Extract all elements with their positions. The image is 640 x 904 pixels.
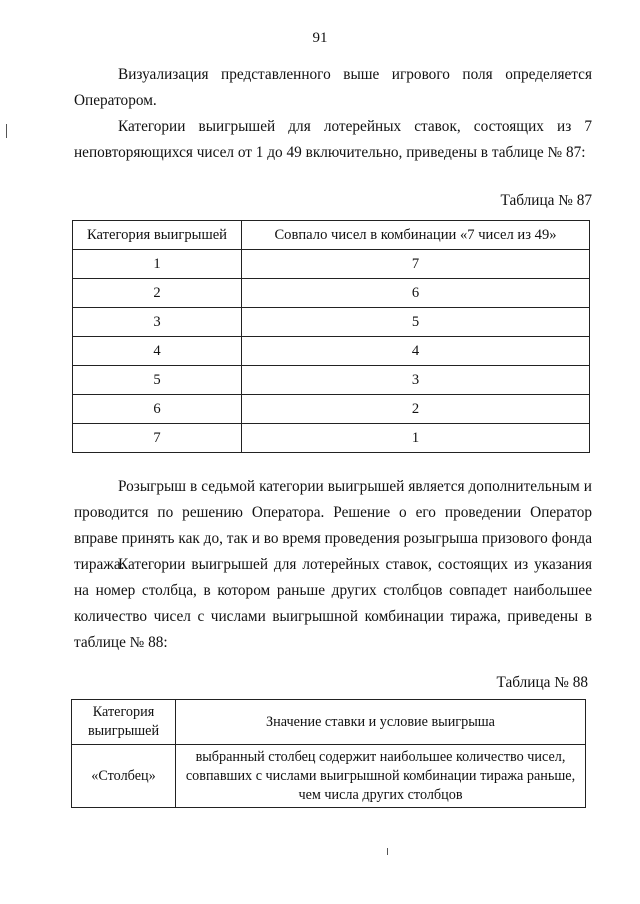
table-row xyxy=(73,250,590,279)
paragraph-column-categories: Категории выигрышей для лотерейных ставок, состоящих из указания на номер столбца, в котором раньше других столбцов совпадет наибольшее количество чисел с числами выигрышной комбинации тиража, приведены в таблице № 88: xyxy=(74,556,592,651)
table-cell-category: 4 xyxy=(73,337,242,366)
table-row xyxy=(72,745,586,808)
scan-mark xyxy=(6,124,7,138)
table-cell-matches: 1 xyxy=(242,424,590,453)
table-88 xyxy=(71,699,586,808)
table-row xyxy=(73,366,590,395)
table-87-caption: Таблица № 87 xyxy=(500,192,592,209)
table-cell-matches: 3 xyxy=(242,366,590,395)
table-cell-matches: 6 xyxy=(242,279,590,308)
paragraph-categories-intro: Категории выигрышей для лотерейных ставок, состоящих из 7 неповторяющихся чисел от 1 до 49 включительно, приведены в таблице № 87: xyxy=(74,118,592,161)
paragraph-visualization: Визуализация представленного выше игрового поля определяется Оператором. xyxy=(74,66,592,109)
page-number: 91 xyxy=(312,30,328,46)
table-cell-matches: 2 xyxy=(242,395,590,424)
table-row xyxy=(73,308,590,337)
table-row xyxy=(73,395,590,424)
table-cell-category: 6 xyxy=(73,395,242,424)
table-cell-category: 5 xyxy=(73,366,242,395)
paragraph-seventh-category: Розыгрыш в седьмой категории выигрышей является дополнительным и проводится по решению Оператора. Решение о его проведении Оператор вправе принять как до, так и во время проведения розыгрыша призового фонда тиража. xyxy=(74,478,592,573)
table-header-row xyxy=(73,221,590,250)
table-row xyxy=(73,424,590,453)
table-row xyxy=(73,279,590,308)
table-87 xyxy=(72,220,590,453)
table-cell-category: «Столбец» xyxy=(72,745,176,808)
table-cell-category: 7 xyxy=(73,424,242,453)
table-row xyxy=(73,337,590,366)
table-cell-condition: выбранный столбец содержит наибольшее количество чисел, совпавших с числами выигрышной комбинации тиража раньше, чем числа других столбцов xyxy=(176,745,586,808)
table-header-cell: Значение ставки и условие выигрыша xyxy=(176,700,586,745)
table-header-cell: Совпало чисел в комбинации «7 чисел из 49» xyxy=(242,221,590,250)
table-cell-category: 2 xyxy=(73,279,242,308)
table-header-cell: Категория выигрышей xyxy=(73,221,242,250)
table-cell-matches: 7 xyxy=(242,250,590,279)
table-88-caption: Таблица № 88 xyxy=(496,674,588,691)
table-cell-category: 3 xyxy=(73,308,242,337)
table-cell-matches: 4 xyxy=(242,337,590,366)
table-header-row xyxy=(72,700,586,745)
table-cell-category: 1 xyxy=(73,250,242,279)
table-header-cell: Категория выигрышей xyxy=(72,700,176,745)
scan-mark xyxy=(387,848,388,855)
table-cell-matches: 5 xyxy=(242,308,590,337)
